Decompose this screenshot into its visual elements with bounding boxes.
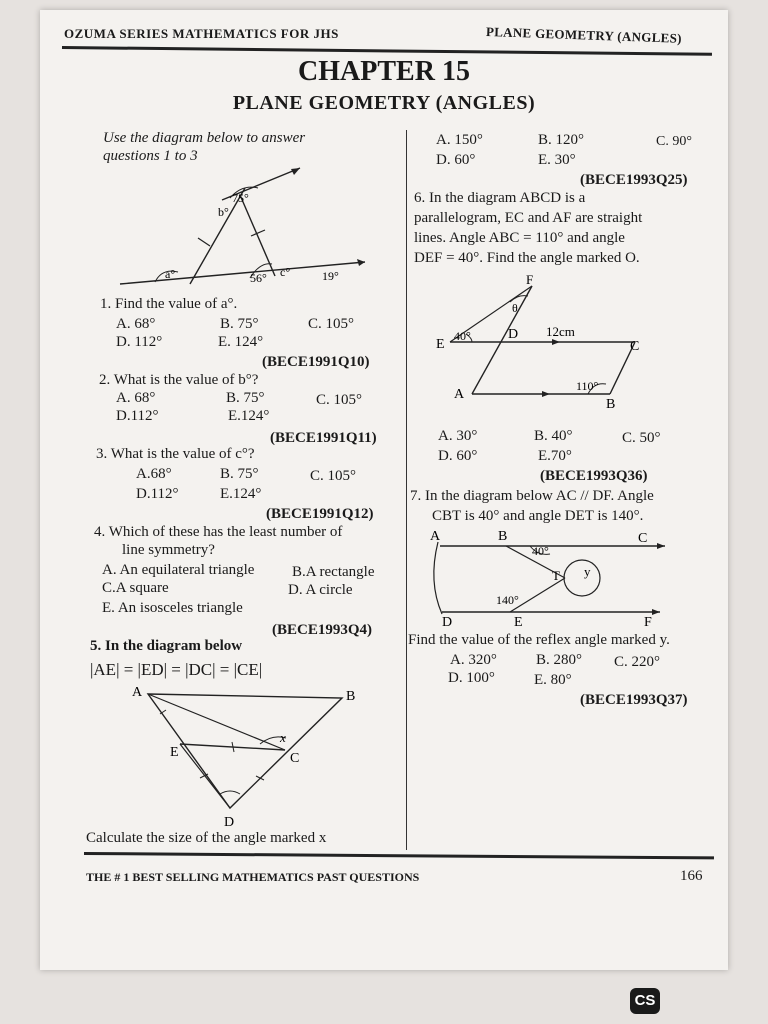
fig7-point-f: F [644,615,652,630]
q6-option-d: D. 60° [438,448,478,464]
q2-option-c: C. 105° [316,392,363,408]
chapter-title: CHAPTER 15 [298,56,470,87]
q1-text: 1. Find the value of a°. [100,296,238,312]
q5-option-e: E. 30° [538,152,576,168]
q1-option-c: C. 105° [308,316,355,332]
q7-option-c: C. 220° [614,654,661,670]
figure-6-diagram [430,272,680,412]
q7-reference: (BECE1993Q37) [580,692,688,708]
q7-option-d: D. 100° [448,670,495,686]
q2-option-e: E.124° [228,408,270,424]
q4-option-b: B.A rectangle [292,564,375,580]
q3-option-d: D.112° [136,486,179,502]
q7-option-a: A. 320° [450,652,497,668]
fig6-angle-110: 110° [576,379,599,393]
fig7-point-t: T [552,568,560,583]
q6-text-line-3: lines. Angle ABC = 110° and angle [414,230,625,246]
q2-option-d: D.112° [116,408,159,424]
q6-reference: (BECE1993Q36) [540,468,648,484]
fig7-point-d: D [442,615,453,630]
q3-option-c: C. 105° [310,468,357,484]
fig6-vertex-b: B [606,397,616,412]
fig7-point-a: A [430,529,441,544]
fig5-vertex-d: D [224,815,235,830]
q1-option-b: B. 75° [220,316,259,332]
q6-text-line-2: parallelogram, EC and AF are straight [414,210,643,226]
q2-reference: (BECE1991Q11) [270,430,377,446]
q4-reference: (BECE1993Q4) [272,622,373,638]
q6-text-line-1: 6. In the diagram ABCD is a [414,190,586,206]
fig6-vertex-c: C [630,339,640,354]
q3-reference: (BECE1991Q12) [266,506,374,522]
intro-line-1: Use the diagram below to answer [103,130,306,146]
fig7-point-b: B [498,529,508,544]
q1-reference: (BECE1991Q10) [262,354,370,370]
fig6-vertex-f: F [526,272,534,287]
fig1-label-19: 19° [322,269,339,283]
figure-7-diagram [420,522,700,630]
fig6-vertex-a: A [454,387,465,402]
fig6-vertex-d: D [508,327,519,342]
q5-reference: (BECE1993Q25) [580,172,688,188]
fig5-vertex-a: A [132,685,143,700]
fig7-angle-140: 140° [496,593,519,607]
q7-option-b: B. 280° [536,652,583,668]
q3-text: 3. What is the value of c°? [96,446,255,462]
q1-option-a: A. 68° [116,316,156,332]
fig5-vertex-e: E [170,745,179,760]
q7-question: Find the value of the reflex angle marked y. [408,632,670,648]
q6-option-a: A. 30° [438,428,478,444]
q5-option-a: A. 150° [436,132,483,148]
q6-text-line-4: DEF = 40°. Find the angle marked O. [414,250,640,266]
q4-option-c: C.A square [102,580,169,596]
q7-text-line-1: 7. In the diagram below AC // DF. Angle [410,488,654,504]
fig1-label-56: 56° [250,271,267,285]
q5-option-c: C. 90° [656,134,692,149]
q5-text: 5. In the diagram below [90,638,243,654]
q6-option-b: B. 40° [534,428,573,444]
q6-option-c: C. 50° [622,430,661,446]
q2-option-a: A. 68° [116,390,156,406]
fig5-vertex-b: B [346,689,356,704]
fig7-point-c: C [638,531,648,546]
fig7-point-e: E [514,615,523,630]
fig1-label-75: 75° [232,191,249,205]
column-divider [406,130,407,850]
q6-option-e: E.70° [538,448,572,464]
fig5-angle-x: x [280,730,286,745]
q4-option-e: E. An isosceles triangle [102,600,243,616]
fig1-label-a: a° [165,267,176,281]
fig6-length: 12cm [546,324,575,339]
q5-question: Calculate the size of the angle marked x [86,830,327,846]
fig1-label-c: c° [280,265,291,279]
q2-text: 2. What is the value of b°? [99,372,259,388]
q2-option-b: B. 75° [226,390,265,406]
q7-option-e: E. 80° [534,672,572,688]
page-number: 166 [680,868,703,884]
camscanner-badge: CS [630,988,660,1014]
q5-option-b: B. 120° [538,132,585,148]
fig1-label-b: b° [218,205,229,219]
fig7-angle-y: y [584,564,591,579]
q7-text-line-2: CBT is 40° and angle DET is 140°. [432,508,644,524]
q5-equation: |AE| = |ED| = |DC| = |CE| [90,660,263,679]
q4-text-line-1: 4. Which of these has the least number of [94,524,343,540]
q4-option-d: D. A circle [288,582,353,598]
figure-5-diagram [120,680,370,830]
q5-option-d: D. 60° [436,152,476,168]
footer-tagline: THE # 1 BEST SELLING MATHEMATICS PAST QUESTIONS [86,870,420,884]
q3-option-a: A.68° [136,466,172,482]
q1-option-d: D. 112° [116,334,163,350]
fig7-angle-40: 40° [532,544,549,558]
q3-option-e: E.124° [220,486,262,502]
chapter-subtitle: PLANE GEOMETRY (ANGLES) [232,92,536,114]
header-topic: PLANE GEOMETRY (ANGLES) [485,24,683,46]
fig6-angle-theta: θ [512,301,518,315]
intro-line-2: questions 1 to 3 [103,148,198,164]
figure-1-diagram [110,160,390,290]
fig6-vertex-e: E [436,337,445,352]
header-book-title: OZUMA SERIES MATHEMATICS FOR JHS [64,26,339,41]
q4-option-a: A. An equilateral triangle [102,562,255,578]
fig5-vertex-c: C [290,751,300,766]
q4-text-line-2: line symmetry? [122,542,215,558]
q1-option-e: E. 124° [218,334,264,350]
q3-option-b: B. 75° [220,466,259,482]
fig6-angle-40: 40° [454,329,471,343]
